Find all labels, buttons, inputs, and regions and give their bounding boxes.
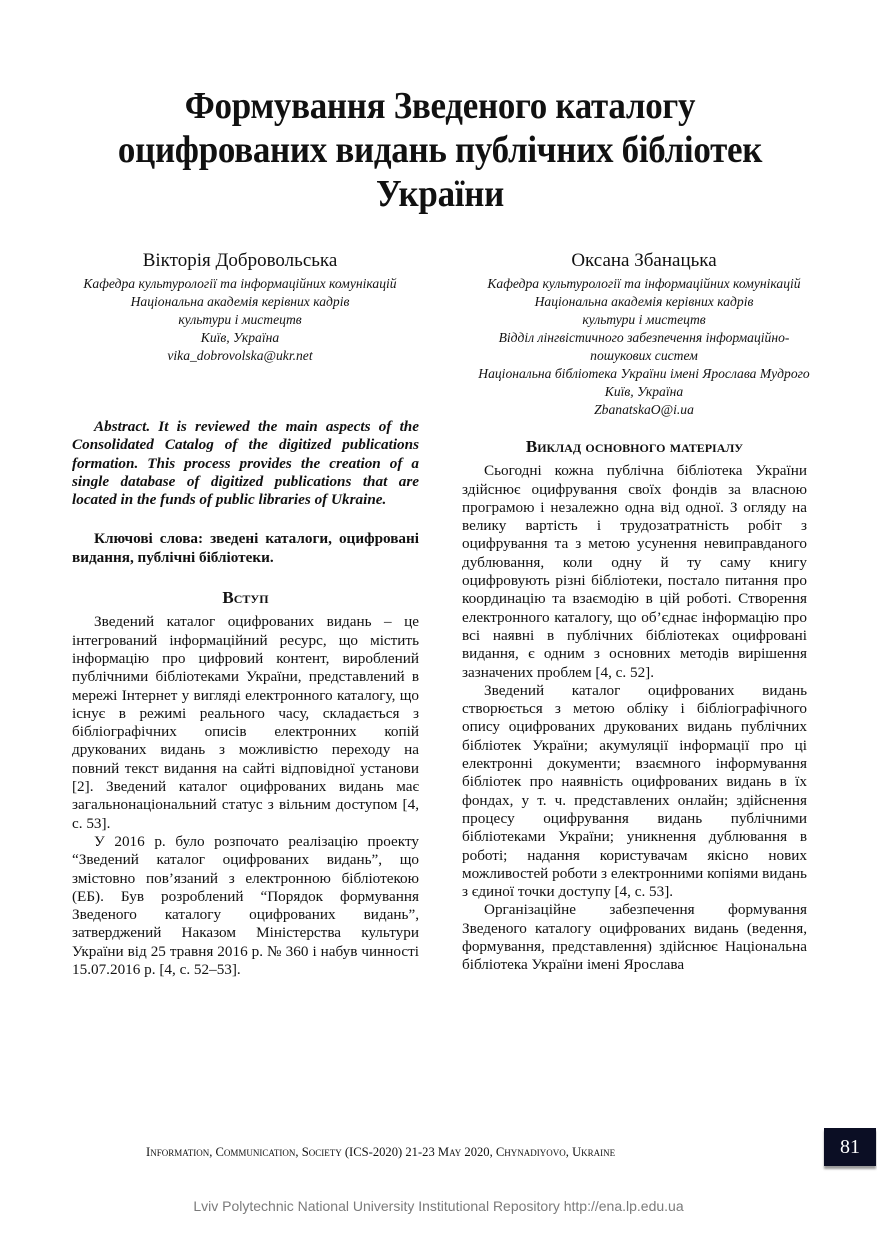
abstract: Abstract. It is reviewed the main aspects of the Consolidated Catalog of the digitized publications formation. This process provides the creation of a single database of digitized publications that are located in the funds of public libraries of Ukraine.: [72, 418, 419, 509]
section-heading-intro: Вступ: [222, 588, 269, 608]
author-name: Оксана Збанацька: [571, 250, 717, 271]
author-name: Вікторія Добровольська: [142, 250, 338, 271]
paragraph: Сьогодні кожна публічна бібліотека України здійснює оцифрування своїх фондів за власною програмою і незалежно одна від одної. З огляду на велику вартість і трудозатратність робіт з оцифрування та з метою усунення невиправданого дублювання, коли одну й ту саму книгу оцифровують різні бібліотеки, постало питання про координацію та взаємодію в цій роботі. Створення електронного каталогу, що об’єднає інформацію про всі наявні в публічних бібліотеках оцифровані видання, є одним з основних методів вирішення зазначених проблем [4, с. 52].: [462, 462, 807, 681]
author-location: Київ, Україна: [200, 330, 280, 345]
page-number: 81: [824, 1128, 876, 1166]
title-line: України: [376, 173, 504, 215]
author-affiliation-line: Національна бібліотека України імені Ярослава Мудрого: [478, 366, 810, 381]
section-heading-main: Виклад основного матеріалу: [525, 437, 744, 456]
author-location: Київ, Україна: [604, 384, 684, 399]
title-line: оцифрованих видань публічних бібліотек: [117, 129, 763, 171]
author-email[interactable]: ZbanatskaO@i.ua: [594, 402, 694, 417]
author-affiliation-line: пошукових систем: [590, 348, 698, 363]
author-block-2: [452, 249, 836, 419]
author-affiliation-line: Відділ лінгвістичного забезпечення інформаційно-: [498, 330, 790, 345]
keywords: Ключові слова: зведені каталоги, оцифровані видання, публічні бібліотеки.: [72, 530, 419, 566]
conference-footer: Information, Communication, Society (ICS-2020) 21-23 May 2020, Chynadiyovo, Ukraine: [146, 1145, 616, 1159]
author-affiliation-line: культури і мистецтв: [582, 312, 706, 327]
author-affiliation-line: Кафедра культурології та інформаційних комунікацій: [487, 276, 801, 291]
paragraph: Зведений каталог оцифрованих видань – це інтегрований інформаційний ресурс, що містить інформацію про цифровий контент, вироблений публічними бібліотеками України, представлений в мережі Інтернет у вигляді електронного каталогу, що існує в режимі реального часу, складається з бібліографічних описів електронних копій друкованих видань з можливістю переходу на повний текст видання на сайті відповідної установи [2]. Зведений каталог оцифрованих видань має загальнонаціональний статус з вільним доступом [4, с. 53].: [72, 613, 419, 832]
right-column: [462, 438, 807, 975]
author-affiliation-line: Кафедра культурології та інформаційних комунікацій: [83, 276, 397, 291]
author-email[interactable]: vika_dobrovolska@ukr.net: [167, 348, 313, 363]
repository-watermark: Lviv Polytechnic National University Institutional Repository http://ena.lp.edu.ua: [193, 1198, 684, 1214]
author-block-1: [52, 249, 428, 365]
paragraph: Зведений каталог оцифрованих видань створюється з метою обліку і бібліографічного опису оцифрованих друкованих видань публічних бібліотек України; акумуляції інформації про ці електронні документи; взаємного інформування бібліотек про наявність оцифрованих видань в їх фондах, у т. ч. представлених онлайн; здійснення процесу оцифрування видань публічними бібліотеками України; уникнення дублювання в роботі; надання користувачам якісно нових можливостей роботи з електронними копіями видань з єдиної точки доступу [4, с. 53].: [462, 681, 807, 901]
paragraph: Організаційне забезпечення формування Зведеного каталогу оцифрованих видань (ведення, формування, представлення) здійснює Національна бібліотека України імені Ярослава: [462, 901, 807, 974]
left-column: [72, 418, 419, 979]
author-affiliation-line: Національна академія керівних кадрів: [130, 294, 350, 309]
paper-title: [72, 84, 808, 216]
paragraph: У 2016 р. було розпочато реалізацію проекту “Зведений каталог оцифрованих видань”, що змістовно пов’язаний з електронною бібліотекою (ЕБ). Був розроблений “Порядок формування Зведеного каталогу оцифрованих видань”, затверджений Наказом Міністерства культури України від 25 травня 2016 р. № 360 і набув чинності 15.07.2016 р. [4, с. 52–53].: [72, 832, 419, 979]
title-line: Формування Зведеного каталогу: [184, 85, 696, 127]
author-affiliation-line: Національна академія керівних кадрів: [534, 294, 754, 309]
author-affiliation-line: культури і мистецтв: [178, 312, 302, 327]
